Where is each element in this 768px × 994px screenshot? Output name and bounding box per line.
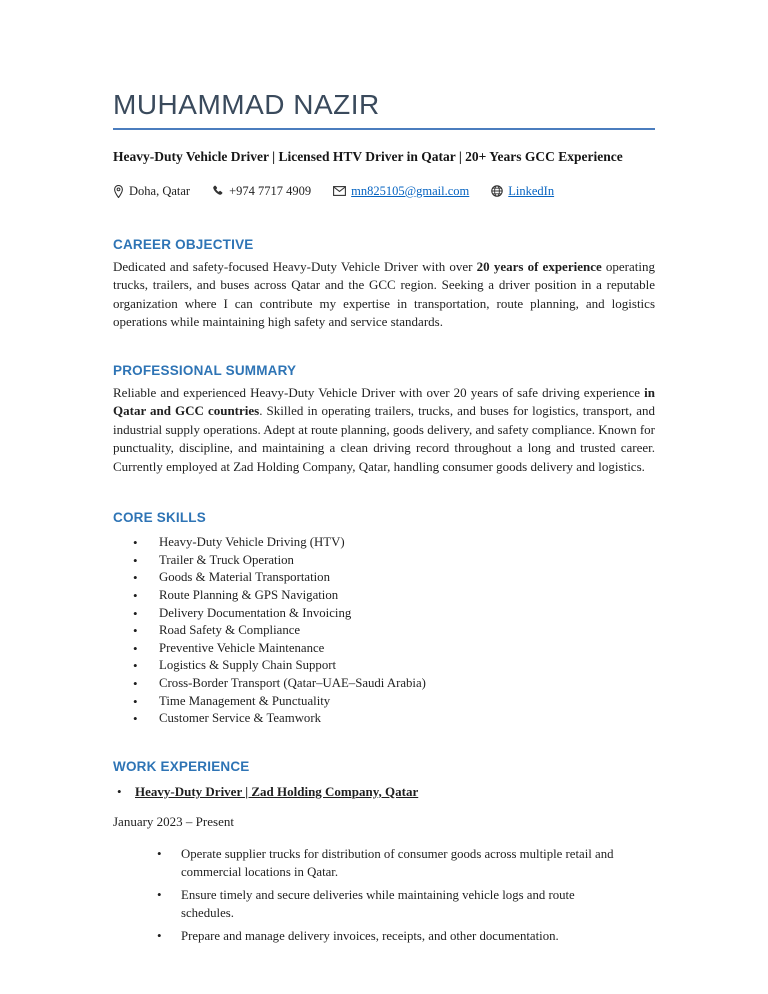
- header-divider: [113, 128, 655, 130]
- contact-location: [113, 184, 190, 199]
- list-item: • Ensure timely and secure deliveries while maintaining vehicle logs and route schedules.: [113, 886, 655, 922]
- list-item: • Goods & Material Transportation: [113, 569, 655, 587]
- career-objective-text: [113, 258, 655, 332]
- objective-text-after: operating trucks, trailers, and buses across Qatar and the GCC region. Seeking a driver position in a reputable organization where I can contribute my expertise in transportation, route planning, and logistics operations while maintaining high safety and service standards.: [113, 258, 655, 330]
- summary-text-bold: in Qatar and GCC countries: [113, 384, 655, 419]
- list-item: • Time Management & Punctuality: [113, 693, 655, 711]
- job-title-line: [113, 783, 655, 801]
- phone-icon: [212, 185, 224, 197]
- list-item: • Road Safety & Compliance: [113, 622, 655, 640]
- job-bullets-list: [113, 845, 655, 945]
- contact-row: [113, 184, 655, 199]
- person-name: MUHAMMAD NAZIR: [113, 89, 380, 120]
- summary-text-after: . Skilled in operating trailers, trucks, and buses for logistics, transport, and industrial supply operations. Adept at route planning, goods delivery, and safety compliance. Known for punctuality, discipline, and maintaining a clean driving record throughout a long and trusted career. Currently employed at Zad Holding Company, Qatar, handling consumer goods delivery and logistics.: [113, 403, 655, 474]
- contact-email: [333, 184, 469, 199]
- list-item: • Heavy-Duty Vehicle Driving (HTV): [113, 534, 655, 552]
- objective-text-before: Dedicated and safety-focused Heavy-Duty Vehicle Driver with over: [113, 258, 477, 274]
- section-professional-summary: [113, 363, 655, 477]
- job-dates: January 2023 – Present: [113, 813, 234, 829]
- contact-phone: [212, 184, 311, 199]
- envelope-icon: [333, 186, 346, 196]
- linkedin-link[interactable]: LinkedIn: [508, 183, 555, 198]
- career-objective-heading: CAREER OBJECTIVE: [113, 236, 254, 252]
- objective-text-bold: 20 years of experience: [476, 258, 602, 274]
- phone-text: +974 7717 4909: [229, 183, 312, 198]
- job-title: Heavy-Duty Driver | Zad Holding Company, Qatar: [135, 783, 419, 799]
- location-text: Doha, Qatar: [129, 183, 191, 198]
- core-skills-list: [113, 534, 655, 728]
- email-link[interactable]: mn825105@gmail.com: [351, 183, 470, 198]
- headline: Heavy-Duty Vehicle Driver | Licensed HTV Driver in Qatar | 20+ Years GCC Experience: [113, 148, 623, 164]
- contact-linkedin: [491, 184, 554, 199]
- list-item: • Trailer & Truck Operation: [113, 552, 655, 570]
- work-experience-heading: WORK EXPERIENCE: [113, 758, 250, 774]
- globe-icon: [491, 185, 503, 197]
- list-item: • Delivery Documentation & Invoicing: [113, 605, 655, 623]
- professional-summary-heading: PROFESSIONAL SUMMARY: [113, 362, 297, 378]
- list-item: • Cross-Border Transport (Qatar–UAE–Saudi Arabia): [113, 675, 655, 693]
- list-item: • Route Planning & GPS Navigation: [113, 587, 655, 605]
- list-item: • Logistics & Supply Chain Support: [113, 657, 655, 675]
- section-work-experience: [113, 759, 655, 945]
- location-pin-icon: [113, 185, 124, 198]
- list-item: • Customer Service & Teamwork: [113, 710, 655, 728]
- list-item: • Prepare and manage delivery invoices, receipts, and other documentation.: [113, 927, 655, 945]
- list-item: • Operate supplier trucks for distribution of consumer goods across multiple retail and commercial locations in Qatar.: [113, 845, 655, 881]
- section-core-skills: [113, 510, 655, 728]
- section-career-objective: [113, 237, 655, 332]
- core-skills-heading: CORE SKILLS: [113, 510, 206, 526]
- professional-summary-text: [113, 384, 655, 477]
- list-item: • Preventive Vehicle Maintenance: [113, 640, 655, 658]
- summary-text-before: Reliable and experienced Heavy-Duty Vehicle Driver with over 20 years of safe driving experience: [113, 384, 645, 400]
